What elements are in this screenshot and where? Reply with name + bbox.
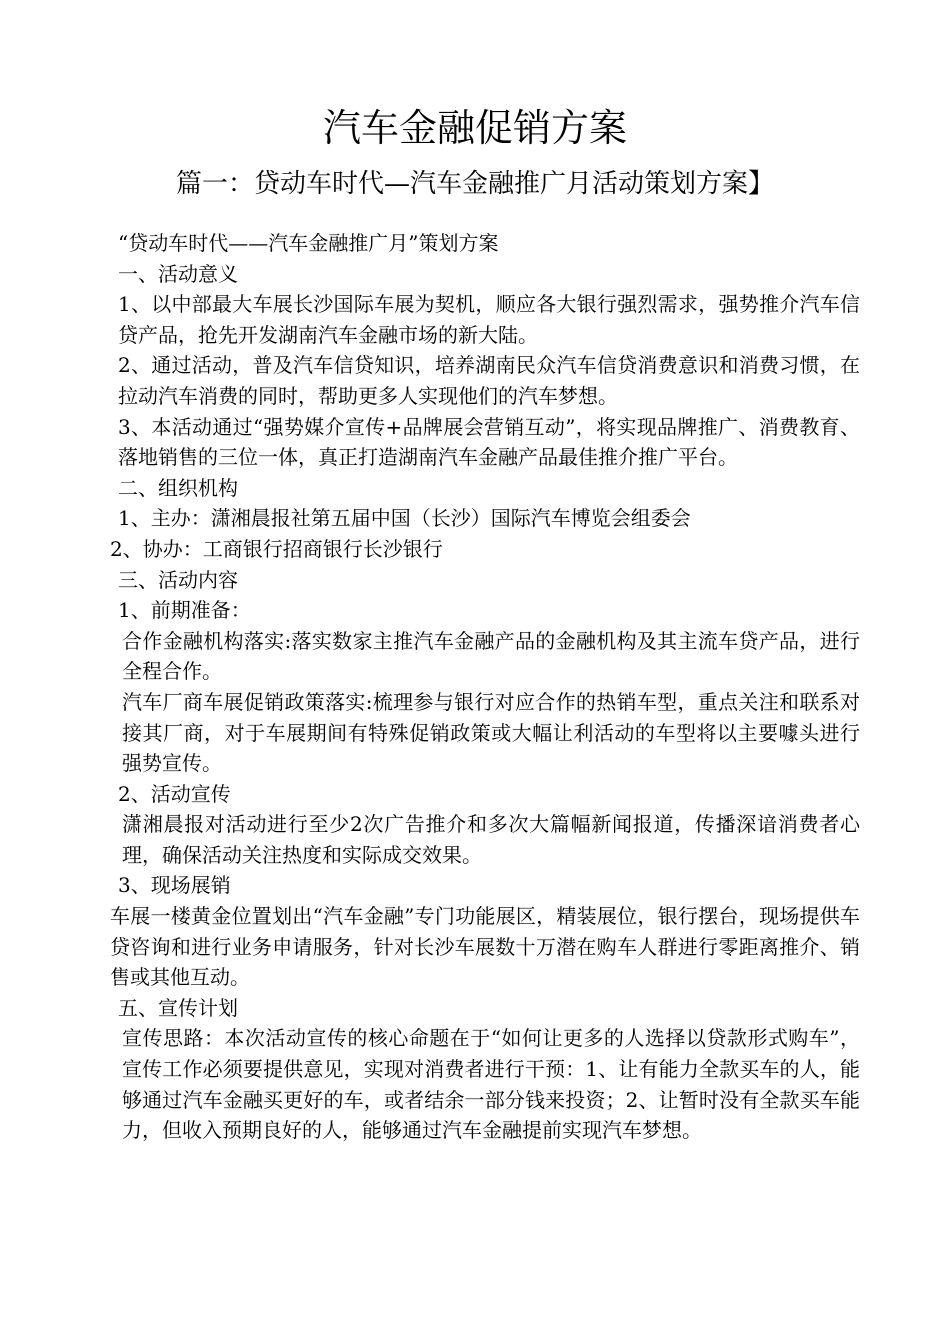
paragraph: 2、活动宣传 — [118, 781, 231, 806]
document-title: 汽车金融促销方案 — [322, 106, 627, 150]
paragraph: 宣传思路：本次活动宣传的核心命题在于“如何让更多的人选择以贷款形式购车”，宣传工作必须要提供意见，实现对消费者进行干预：1、让有能力全款买车的人，能够通过汽车金融买更好的车，或者结余一部分钱来投资；2、让暂时没有全款买车能力，但收入预期良好的人，能够通过汽车金融提前实现汽车梦想。 — [122, 1026, 860, 1143]
paragraph: 3、现场展销 — [118, 873, 231, 898]
paragraph: 二、组织机构 — [118, 475, 238, 500]
paragraph: 一、活动意义 — [118, 261, 238, 286]
paragraph: 2、通过活动，普及汽车信贷知识，培养湖南民众汽车信贷消费意识和消费习惯，在拉动汽车消费的同时，帮助更多人实现他们的汽车梦想。 — [118, 353, 860, 408]
paragraph: 合作金融机构落实:落实数家主推汽车金融产品的金融机构及其主流车贷产品，进行全程合作。 — [122, 628, 860, 684]
paragraph: 1、主办：潇湘晨报社第五届中国（长沙）国际汽车博览会组委会 — [118, 506, 691, 531]
paragraph: 车展一楼黄金位置划出“汽车金融”专门功能展区，精装展位，银行摆台，现场提供车贷咨询和进行业务申请服务，针对长沙车展数十万潜在购车人群进行零距离推介、销售或其他互动。 — [110, 904, 860, 990]
paragraph: 1、以中部最大车展长沙国际车展为契机，顺应各大银行强烈需求，强势推介汽车信贷产品，抢先开发湖南汽车金融市场的新大陆。 — [118, 292, 860, 347]
paragraph: 2、协办：工商银行招商银行长沙银行 — [110, 536, 443, 561]
document-body — [110, 228, 860, 1146]
paragraph: 1、前期准备： — [118, 598, 251, 623]
paragraph: 三、活动内容 — [118, 567, 238, 592]
paragraph: “贷动车时代——汽车金融推广月”策划方案 — [118, 231, 499, 255]
paragraph: 3、本活动通过“强势媒介宣传+品牌展会营销互动”，将实现品牌推广、消费教育、落地销售的三位一体，真正打造湖南汽车金融产品最佳推介推广平台。 — [118, 414, 860, 470]
paragraph: 汽车厂商车展促销政策落实:梳理参与银行对应合作的热销车型，重点关注和联系对接其厂商，对于车展期间有特殊促销政策或大幅让利活动的车型将以主要噱头进行强势宣传。 — [122, 689, 860, 776]
paragraph: 潇湘晨报对活动进行至少2次广告推介和多次大篇幅新闻报道，传播深谙消费者心理，确保活动关注热度和实际成交效果。 — [122, 812, 860, 867]
paragraph: 五、宣传计划 — [118, 995, 238, 1020]
document-subtitle: 篇一：贷动车时代—汽车金融推广月活动策划方案】 — [175, 169, 774, 199]
